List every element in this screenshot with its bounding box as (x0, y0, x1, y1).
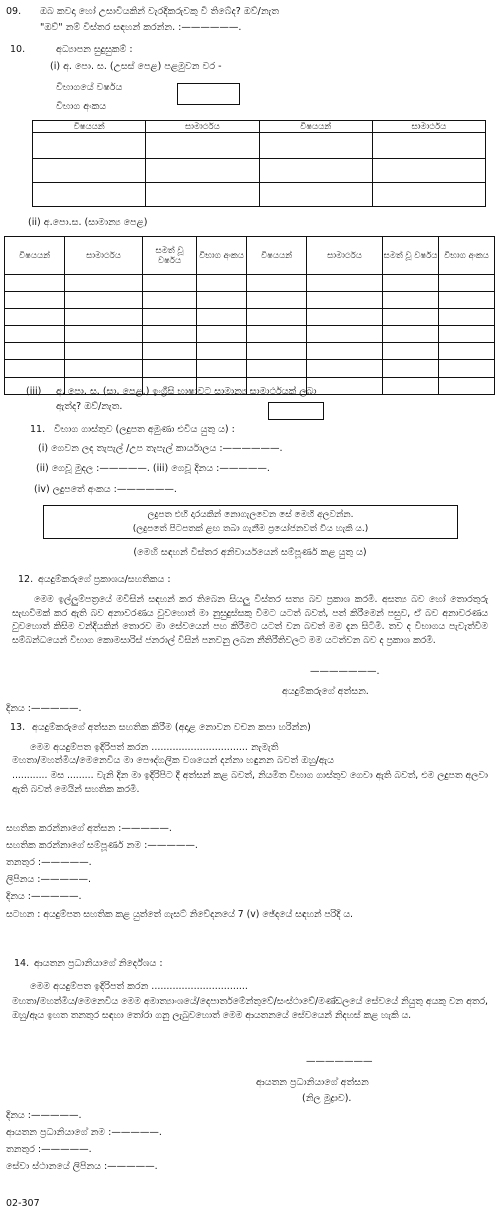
exam-year-box[interactable] (177, 83, 240, 105)
q09-line1: ඔබ කවදා හෝ උසාවියකින් වැරදිකරුවකු වී තිබේද? ඔව්/නැත (40, 6, 279, 17)
q10-sub-iii-number: (iii) (26, 386, 42, 397)
ol-cell[interactable] (307, 326, 383, 343)
al-cell[interactable] (146, 133, 259, 159)
ol-cell[interactable] (307, 275, 383, 292)
ol-cell[interactable] (65, 343, 143, 360)
q13-certifier-name: සහතික කරන්නාගේ සම්පූර්ණ නම :—————. (6, 840, 198, 851)
q13-date: දිනය :—————. (6, 891, 82, 902)
ol-cell[interactable] (65, 309, 143, 326)
ol-cell[interactable] (143, 309, 197, 326)
q10-title: අධ්‍යාපන සුදුසුකම් : (56, 44, 133, 55)
ol-cell[interactable] (307, 292, 383, 309)
q12-number: 12. (18, 574, 34, 585)
q14-body-line1: මෙම අයදුම්පත ඉදිරිපත් කරන ................................ (30, 981, 248, 992)
q12-title: අයදුම්කරුගේ ප්‍රකාශය/සහතිකය : (38, 574, 171, 585)
q09-line2: "ඔව්" නම් විස්තර සඳහන් කරන්න. :——————. (40, 22, 242, 33)
q13-body-line2: මහතා/මහත්මිය/මෙනෙවිය මා පෞද්ගලික වශයෙන් දන්නා හඳුනන බවත් ඔහු/ඇය (12, 755, 335, 766)
ol-header-year-1: සමත් වූ වර්ෂය (143, 237, 197, 275)
al-results-table (32, 120, 486, 207)
ol-results-table (4, 236, 495, 395)
ol-cell[interactable] (247, 292, 307, 309)
q13-designation: තනතුර :—————. (6, 857, 92, 868)
q14-number: 14. (14, 958, 30, 969)
al-cell[interactable] (146, 159, 259, 183)
q13-address: ලිපිනය :—————. (6, 874, 91, 885)
ol-cell[interactable] (247, 326, 307, 343)
q12-declaration-body: මෙම ඉල්ලුම්පත්‍රයේ මවිසින් සඳහන් කර තිබෙන සියලු විස්තර සත්‍ය බව ප්‍රකාශ කරමි. අසත්‍ය බව හෝ තොරතුරු සැඟවීමක් කර ඇති බව අනාවරණය වුවහොත් මා නුසුදුස්සකු වීමට යටත් බවත්, පත් කිරීමෙන් පසුව, ඒ බව අනාවරණය වුවහොත් කිසිම වන්දියකින් තොරව මා සේවයෙන් පහ කිරීමට යටත් වන බවත් මම දැන සිටිමි. තව ද විභාගය පැවැත්වීම සම්බන්ධයෙන් විභාග කොමසාරිස් ජනරාල් විසින් පනවනු ලබන නීතිරීතිවලට මම යටත්වන බව ද ප්‍රකාශ කරමි. (12, 594, 488, 646)
q10-sub-iii-line2: ඇත්ද? ඔව්/නැත. (56, 401, 123, 412)
q11-number: 11. (30, 424, 46, 435)
al-header-grade-2: සාමාර්ථය (372, 121, 485, 133)
al-cell[interactable] (146, 183, 259, 207)
q14-head-name: ආයතන ප්‍රධානියාගේ නම :—————. (6, 1127, 162, 1138)
ol-header-year-2: සමත් වූ වර්ෂය (383, 237, 439, 275)
footer-code: 02-307 (6, 1198, 40, 1209)
q10-number: 10. (10, 44, 26, 55)
ol-cell[interactable] (5, 360, 65, 378)
q14-signature-label: ආයතන ප්‍රධානියාගේ අත්සන (256, 1077, 369, 1088)
q11-post-office: (i) ගෙවන ලද තැපැල් /උප තැපැල් කාර්යාලය :——————. (38, 443, 283, 454)
al-cell[interactable] (33, 133, 146, 159)
ol-cell[interactable] (383, 326, 439, 343)
ol-cell[interactable] (5, 292, 65, 309)
ol-cell[interactable] (307, 378, 383, 395)
al-header-subject-2: විෂයයන් (259, 121, 372, 133)
ol-cell[interactable] (65, 360, 143, 378)
q13-note: සටහන : අයදුම්පත සහතික කළ යුත්තේ ගැසට් නිවේදනයේ 7 (v) ඡේදයේ සඳහන් පරිදි ය. (6, 909, 353, 920)
ol-cell[interactable] (247, 275, 307, 292)
al-cell[interactable] (259, 183, 372, 207)
ol-cell[interactable] (439, 326, 495, 343)
q13-body-line1: මෙම අයදුම්පත ඉදිරිපත් කරන ................................ නැමැති (30, 742, 279, 753)
ol-cell[interactable] (383, 360, 439, 378)
q14-official-seal: (නිල මුද්‍රාව). (302, 1093, 352, 1104)
ol-cell[interactable] (143, 360, 197, 378)
q13-title: අයදුම්කරුගේ අත්සන සහතික කිරීම (අදාළ නොවන වචන කපා හරින්න) (32, 722, 311, 733)
ol-cell[interactable] (439, 275, 495, 292)
ol-header-index-2: විභාග අංකය (439, 237, 495, 275)
al-cell[interactable] (33, 159, 146, 183)
q14-date: දිනය :—————. (6, 1110, 82, 1121)
ol-cell[interactable] (197, 360, 247, 378)
ol-cell[interactable] (143, 343, 197, 360)
q11-mandatory-note: (මෙහි සඳහන් විස්තර අනිවාර්යයෙන් සම්පූර්ණ කළ යුතු ය) (133, 547, 367, 558)
ol-cell[interactable] (197, 292, 247, 309)
q14-title: ආයතන ප්‍රධානියාගේ නිර්දේශය : (34, 958, 163, 969)
q13-certifier-signature: සහතික කරන්නාගේ අත්සන :—————. (6, 823, 172, 834)
q10-index-label: විභාග අංකය (56, 101, 107, 112)
q13-body-line3: ............ මස ......... වැනි දින මා ඉදිරිපිට දී අත්සන් කළ බවත්, නියමිත විභාග ගාස්තුව ගෙවා ඇති බවත්, එම ලදුපත අලවා ඇති බවත් මෙයින් සහතික කරමි. (12, 770, 488, 795)
q14-workplace-address: සේවා ස්ථානයේ ලිපිනය :—————. (6, 1161, 158, 1172)
ol-cell[interactable] (439, 309, 495, 326)
ol-cell[interactable] (247, 360, 307, 378)
al-cell[interactable] (33, 183, 146, 207)
q10-sub-i: (i) අ. පො. ස. (උසස් පෙළ) පළමුවන වර - (50, 61, 222, 72)
q11-receipt-number: (iv) ලදුපතේ අංකය :——————. (34, 484, 177, 495)
ol-cell[interactable] (143, 326, 197, 343)
al-cell[interactable] (372, 133, 485, 159)
q09-number: 09. (6, 6, 22, 17)
ol-cell[interactable] (439, 292, 495, 309)
ol-cell[interactable] (197, 343, 247, 360)
al-header-grade-1: සාමාර්ථය (146, 121, 259, 133)
ol-cell[interactable] (5, 309, 65, 326)
receipt-box-line2: (ලදුපතේ පිටපතක් ළඟ තබා ගැනීම ප්‍රයෝජනවත් විය හැකි ය.) (132, 524, 369, 534)
q13-number: 13. (10, 722, 26, 733)
ol-cell[interactable] (383, 292, 439, 309)
q10-year-label: විභාගයේ වර්ෂය (56, 82, 123, 93)
ol-cell[interactable] (247, 309, 307, 326)
ol-cell[interactable] (439, 343, 495, 360)
q11-amount-date: (ii) ගෙවූ මුදල :—————. (iii) ගෙවූ දිනය :—————. (36, 463, 270, 474)
al-cell[interactable] (259, 159, 372, 183)
q10-sub-ii: (ii) අ.පො.ස. (සාමාන්‍ය පෙළ) (28, 217, 148, 228)
ol-cell[interactable] (143, 275, 197, 292)
ol-cell[interactable] (383, 309, 439, 326)
al-cell[interactable] (372, 183, 485, 207)
ol-cell[interactable] (383, 275, 439, 292)
ol-header-grade-1: සාමාර්ථය (65, 237, 143, 275)
q14-signature-line: ——————— (306, 1056, 373, 1067)
al-cell[interactable] (372, 159, 485, 183)
ol-cell[interactable] (197, 326, 247, 343)
ol-cell[interactable] (197, 309, 247, 326)
ol-cell[interactable] (197, 275, 247, 292)
english-pass-box[interactable] (268, 402, 324, 420)
ol-cell[interactable] (439, 378, 495, 395)
ol-cell[interactable] (307, 309, 383, 326)
ol-cell[interactable] (383, 378, 439, 395)
ol-header-index-1: විභාග අංකය (197, 237, 247, 275)
ol-cell[interactable] (307, 360, 383, 378)
ol-cell[interactable] (5, 326, 65, 343)
q14-designation: තනතුර :—————. (6, 1144, 92, 1155)
q12-signature-label: අයදුම්කරුගේ අත්සන. (282, 686, 369, 697)
ol-cell[interactable] (5, 343, 65, 360)
ol-header-subject-2: විෂයයන් (247, 237, 307, 275)
q12-date: දිනය :—————. (6, 703, 82, 714)
ol-cell[interactable] (65, 275, 143, 292)
al-cell[interactable] (259, 133, 372, 159)
ol-cell[interactable] (65, 326, 143, 343)
q14-body-line2: මහතා/මහත්මිය/මෙනෙවිය මෙම අමාත්‍යාංශයේ/දෙපාර්තමේන්තුවේ/සංස්ථාවේ/මණ්ඩලයේ සේවයේ නියුතු අයකු වන අතර, ඔහු/ඇය ඉහත තනතුර සඳහා තෝරා ගනු ලැබුවහොත් මෙම ආයතනයේ සේවයෙන් නිදහස් කළ හැකි ය. (12, 996, 488, 1021)
ol-cell[interactable] (383, 343, 439, 360)
ol-cell[interactable] (247, 343, 307, 360)
ol-cell[interactable] (5, 275, 65, 292)
q12-signature-line: ———————. (310, 666, 380, 677)
ol-cell[interactable] (65, 292, 143, 309)
receipt-paste-box (43, 505, 458, 539)
q11-title: විභාග ගාස්තුව (ලදුපත අමුණා එවිය යුතු ය) : (54, 424, 235, 435)
ol-header-subject-1: විෂයයන් (5, 237, 65, 275)
receipt-box-line1: ලදුපත එහි දාරයකින් නොගැලවෙන සේ මෙහි අලවන්න. (147, 510, 354, 520)
q10-sub-iii-line1: අ. පො. ස. (සා. පෙළ.) ඉංග්‍රීසි භාෂාවට සාමාන්‍ය සාමාර්ථයක් ලබා (56, 386, 317, 397)
ol-cell[interactable] (143, 292, 197, 309)
ol-cell[interactable] (307, 343, 383, 360)
ol-cell[interactable] (439, 360, 495, 378)
ol-header-grade-2: සාමාර්ථය (307, 237, 383, 275)
al-header-subject-1: විෂයයන් (33, 121, 146, 133)
